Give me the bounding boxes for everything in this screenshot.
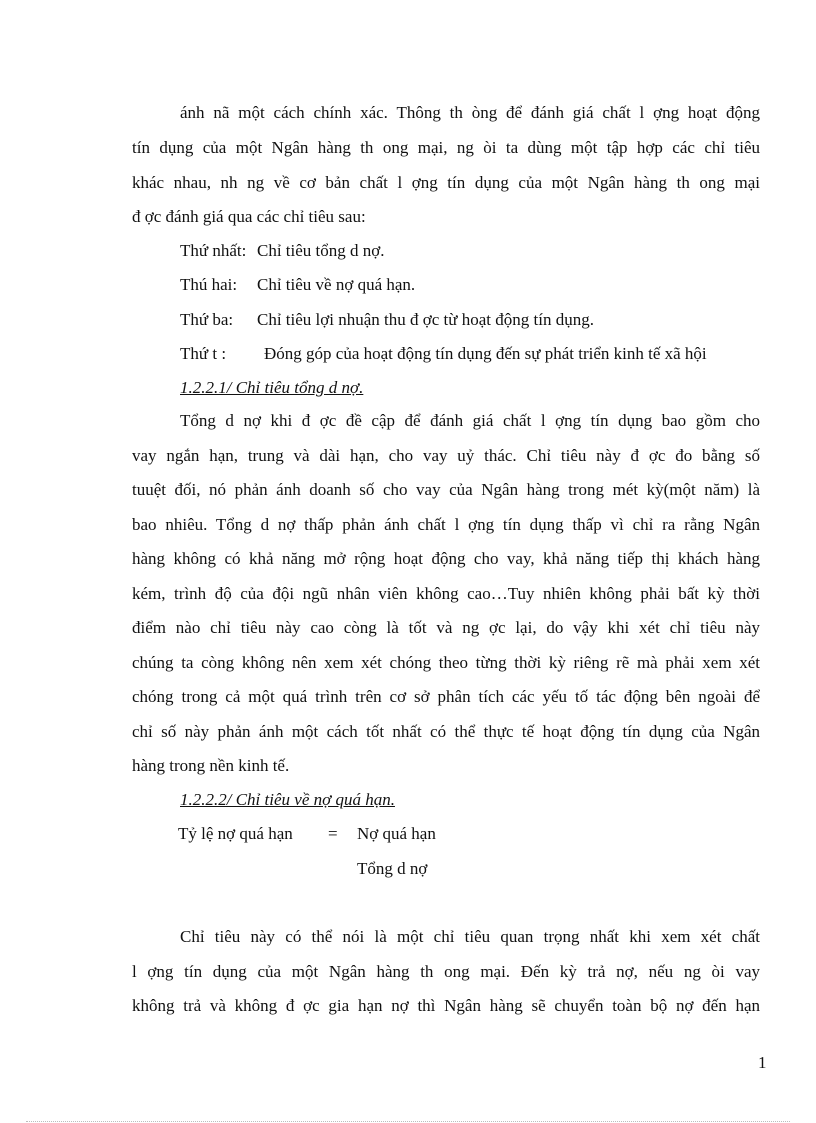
section-heading-1-2-2-2: 1.2.2.2/ Chỉ tiêu về nợ quá hạn. [180, 790, 395, 809]
section-1-line-3: tuuệt đối, nó phản ánh doanh số cho vay của Ngân hàng trong mét kỳ(một năm) là [132, 480, 760, 499]
paragraph-1-line-2: tín dụng của một Ngân hàng th ong mại, ng òi ta dùng một tập hợp các chỉ tiêu [132, 138, 760, 157]
criteria-item-3 [180, 309, 760, 331]
section-1-line-5: hàng không có khả năng mở rộng hoạt động cho vay, khả năng tiếp thị khách hàng [132, 549, 760, 568]
criteria-item-4 [180, 343, 760, 365]
section-1-line-11: hàng trong nền kinh tế. [132, 756, 290, 775]
page-number: 1 [758, 1053, 767, 1072]
criteria-text: Chỉ tiêu lợi nhuận thu đ ợc từ hoạt động tín dụng. [257, 310, 594, 329]
section-1-line-4: bao nhiêu. Tổng d nợ thấp phản ánh chất l ợng tín dụng thấp vì chỉ ra rằng Ngân [132, 515, 760, 534]
criteria-text: Chỉ tiêu về nợ quá hạn. [257, 275, 416, 294]
criteria-label: Thú hai: [180, 275, 238, 294]
section-1-line-1: Tổng d nợ khi đ ợc đề cập để đánh giá chất l ợng tín dụng bao gồm cho [180, 411, 760, 430]
formula-equals: = [328, 824, 338, 843]
paragraph-1-line-4: đ ợc đánh giá qua các chỉ tiêu sau: [132, 207, 366, 226]
section-1-line-10: chỉ số này phản ánh một cách tốt nhất có thể thực tế hoạt động tín dụng của Ngân [132, 722, 760, 741]
criteria-text: Đóng góp của hoạt động tín dụng đến sự phát triển kinh tế xã hội [264, 344, 707, 363]
criteria-item-2 [180, 274, 760, 296]
footer-dotted-rule [26, 1121, 790, 1122]
criteria-text: Chỉ tiêu tổng d nợ. [257, 241, 385, 260]
criteria-label: Thứ t : [180, 344, 227, 363]
formula-numerator: Nợ quá hạn [357, 824, 436, 843]
section-1-line-2: vay ngắn hạn, trung và dài hạn, cho vay uỷ thác. Chỉ tiêu này đ ợc đo bằng số [132, 446, 760, 465]
section-2-line-3: không trả và không đ ợc gia hạn nợ thì Ngân hàng sẽ chuyển toàn bộ nợ đến hạn [132, 996, 760, 1015]
section-1-line-8: chúng ta còng không nên xem xét chóng theo từng thời kỳ riêng rẽ mà phải xem xét [132, 653, 760, 672]
section-1-line-9: chóng trong cả một quá trình trên cơ sở phân tích các yếu tố tác động bên ngoài để [132, 687, 760, 706]
section-1-line-7: điểm nào chỉ tiêu này cao còng là tốt và ng ợc lại, do vậy khi xét chỉ tiêu này [132, 618, 760, 637]
criteria-label: Thứ nhất: [180, 241, 247, 260]
section-1-line-6: kém, trình độ của đội ngũ nhân viên không cao…Tuy nhiên không phải bất kỳ thời [132, 584, 760, 603]
paragraph-1-line-3: khác nhau, nh ng về cơ bản chất l ợng tín dụng của một Ngân hàng th ong mại [132, 173, 760, 192]
formula-denominator: Tổng d nợ [357, 859, 428, 878]
section-2-line-1: Chỉ tiêu này có thể nói là một chỉ tiêu quan trọng nhất khi xem xét chất [180, 927, 760, 946]
paragraph-1-line-1: ánh nã một cách chính xác. Thông th òng để đánh giá chất l ợng hoạt động [180, 103, 760, 122]
formula-lhs: Tỷ lệ nợ quá hạn [178, 824, 293, 843]
section-heading-1-2-2-1: 1.2.2.1/ Chỉ tiêu tổng d nợ. [180, 378, 364, 397]
section-2-line-2: l ợng tín dụng của một Ngân hàng th ong mại. Đến kỳ trả nợ, nếu ng òi vay [132, 962, 760, 981]
criteria-item-1 [180, 240, 760, 262]
criteria-label: Thứ ba: [180, 310, 234, 329]
